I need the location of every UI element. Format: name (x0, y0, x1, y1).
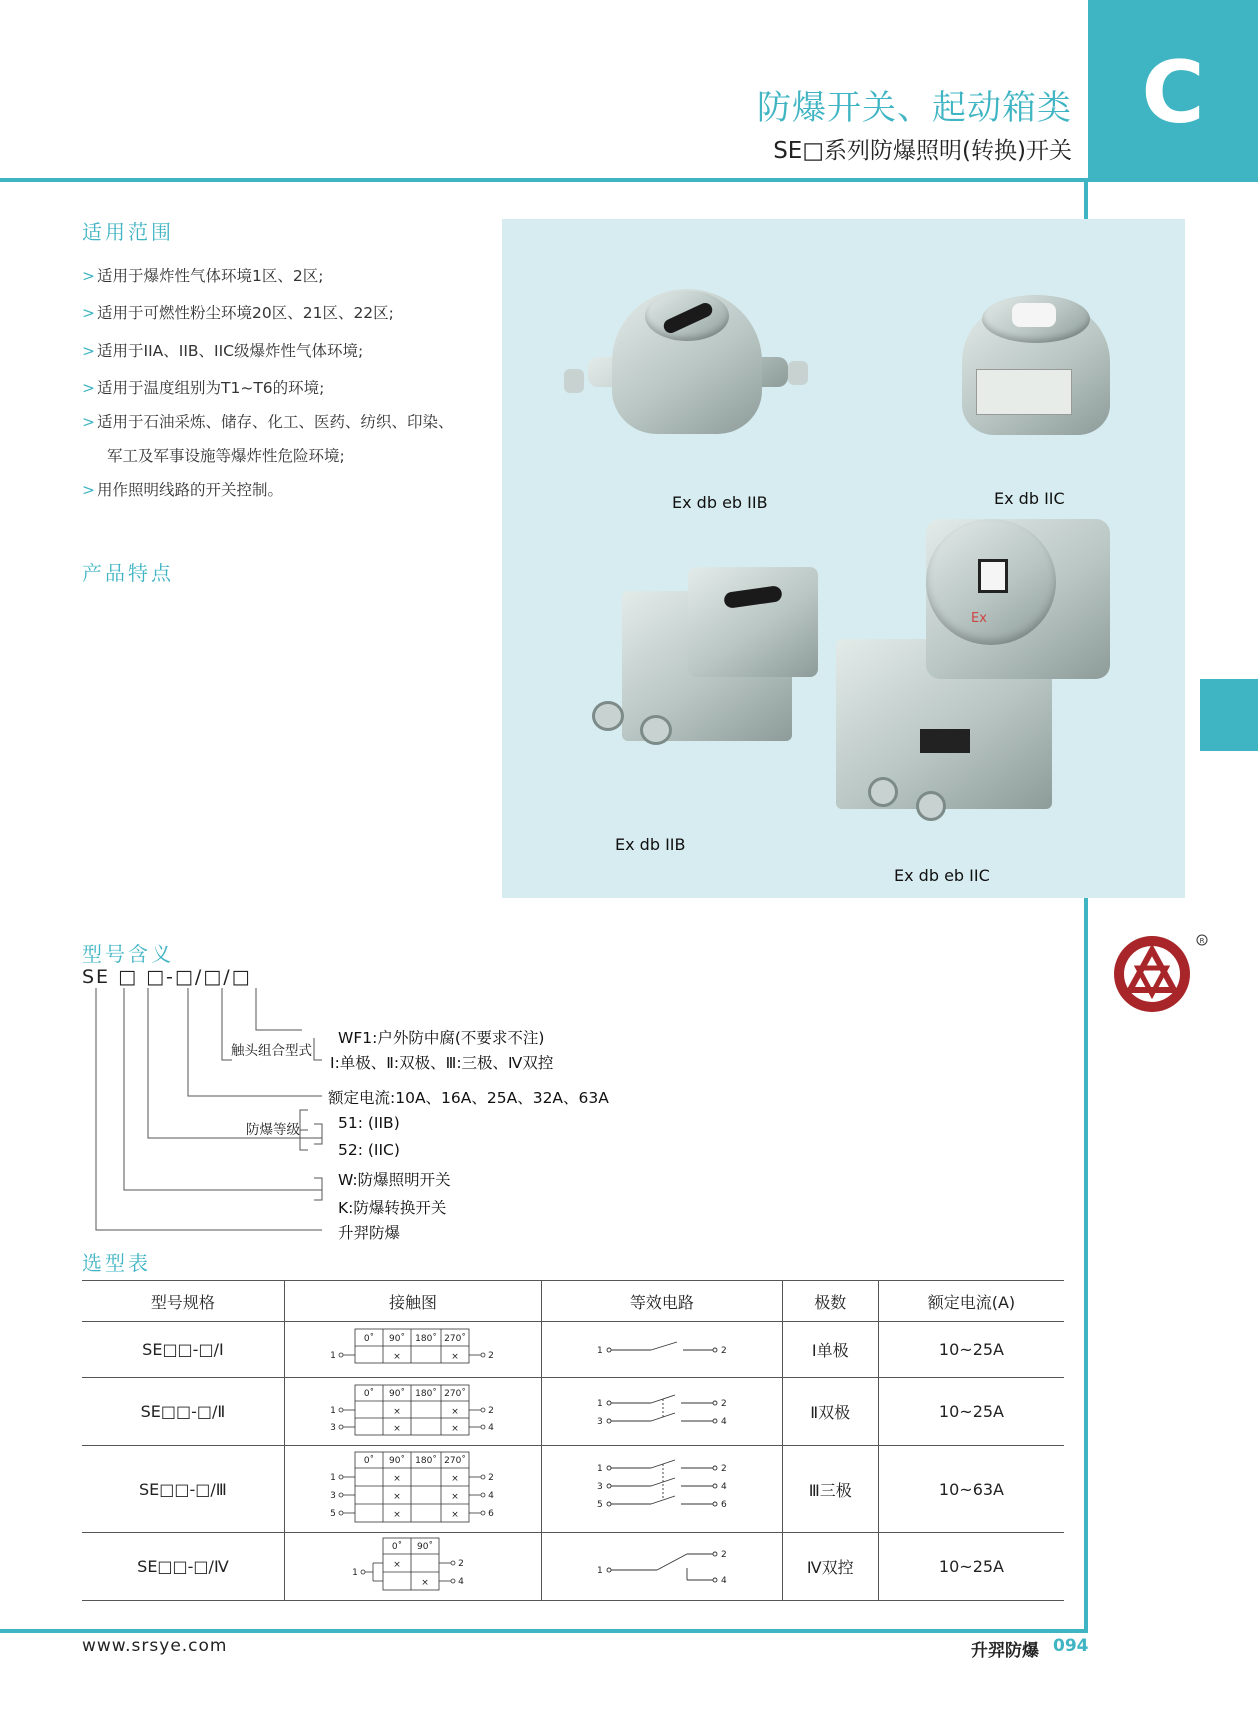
usage-title: 适用范围 (82, 220, 174, 244)
frame-top-line (0, 178, 1088, 182)
svg-text:3: 3 (596, 1482, 603, 1492)
usage-item: > 适用于温度组别为T1~T6的环境; (82, 379, 325, 397)
label-brand: 升羿防爆 (338, 1224, 401, 1242)
svg-text:×: × (393, 1510, 401, 1520)
svg-text:×: × (451, 1492, 459, 1502)
features-title: 产品特点 (82, 561, 174, 585)
svg-text:×: × (451, 1423, 459, 1434)
selection-table (82, 1280, 1064, 1601)
col-poles: 极数 (782, 1281, 878, 1322)
page-number: 094 (1053, 1636, 1089, 1656)
svg-text:1: 1 (596, 1345, 603, 1356)
svg-text:90˚: 90˚ (389, 1456, 406, 1466)
circuit-diagram-2 (587, 1385, 737, 1435)
svg-text:180˚: 180˚ (415, 1333, 437, 1344)
product-3-entry (640, 715, 672, 745)
row-current: 10~63A (878, 1446, 1064, 1533)
page-title: 防爆开关、起动箱类 (757, 88, 1072, 128)
svg-text:3: 3 (330, 1491, 336, 1501)
svg-text:5: 5 (596, 1500, 603, 1510)
page-subtitle: SE□系列防爆照明(转换)开关 (773, 138, 1072, 164)
svg-text:×: × (451, 1351, 459, 1362)
product-caption: Ex db eb IIB (672, 493, 768, 512)
product-4-entry (916, 791, 946, 821)
table-row (82, 1322, 1064, 1378)
product-caption: Ex db IIC (994, 489, 1065, 508)
svg-text:4: 4 (458, 1576, 464, 1587)
svg-text:4: 4 (488, 1422, 494, 1433)
row-contact-diagram (284, 1378, 541, 1446)
svg-text:2: 2 (720, 1398, 727, 1409)
svg-text:180˚: 180˚ (415, 1388, 437, 1399)
svg-text:4: 4 (720, 1575, 727, 1586)
row-model: SE□□-□/Ⅰ (82, 1322, 284, 1378)
product-2-knob (1012, 303, 1056, 327)
section-letter: C (1141, 43, 1205, 143)
svg-text:×: × (393, 1474, 401, 1484)
svg-text:5: 5 (330, 1509, 336, 1519)
footer-brand: 升羿防爆 (971, 1641, 1039, 1661)
row-contact-diagram (284, 1533, 541, 1601)
svg-text:90˚: 90˚ (417, 1541, 434, 1552)
row-contact-diagram (284, 1322, 541, 1378)
svg-text:6: 6 (720, 1500, 727, 1510)
col-circuit: 等效电路 (542, 1281, 782, 1322)
svg-text:×: × (393, 1423, 401, 1434)
svg-text:0˚: 0˚ (363, 1388, 375, 1399)
product-4-knob (978, 559, 1008, 593)
svg-text:90˚: 90˚ (389, 1333, 406, 1344)
label-rated-current: 额定电流:10A、16A、25A、32A、63A (328, 1089, 609, 1107)
col-current: 额定电流(A) (878, 1281, 1064, 1322)
svg-text:1: 1 (596, 1398, 603, 1409)
label-explosion-grade: 防爆等级 (246, 1122, 300, 1138)
row-poles: Ⅰ单极 (782, 1322, 878, 1378)
svg-text:3: 3 (596, 1416, 603, 1427)
row-current: 10~25A (878, 1533, 1064, 1601)
row-poles: Ⅱ双极 (782, 1378, 878, 1446)
contact-diagram-1 (323, 1323, 503, 1373)
model-code: SE □ □-□/□/□ (82, 966, 252, 988)
svg-text:270˚: 270˚ (444, 1388, 466, 1399)
svg-text:6: 6 (488, 1509, 494, 1519)
svg-text:×: × (421, 1577, 429, 1588)
row-circuit (542, 1378, 782, 1446)
contact-diagram-3 (323, 1448, 503, 1526)
svg-text:×: × (451, 1510, 459, 1520)
product-4-nameplate (920, 729, 970, 753)
product-1-entry-right (788, 361, 808, 385)
row-contact-diagram (284, 1446, 541, 1533)
label-contact-values: Ⅰ:单极、Ⅱ:双极、Ⅲ:三极、Ⅳ双控 (330, 1054, 554, 1072)
row-model: SE□□-□/Ⅳ (82, 1533, 284, 1601)
row-circuit (542, 1533, 782, 1601)
svg-text:1: 1 (330, 1350, 336, 1361)
label-contact-type: 触头组合型式 (231, 1043, 312, 1059)
table-row (82, 1533, 1064, 1601)
svg-text:0˚: 0˚ (363, 1456, 375, 1466)
circuit-diagram-3 (587, 1452, 737, 1522)
svg-text:2: 2 (720, 1345, 727, 1356)
selection-table-title: 选型表 (82, 1251, 151, 1275)
table-row (82, 1446, 1064, 1533)
svg-text:90˚: 90˚ (389, 1388, 406, 1399)
svg-text:2: 2 (488, 1473, 494, 1483)
product-photo-panel (502, 219, 1185, 898)
row-model: SE□□-□/Ⅲ (82, 1446, 284, 1533)
svg-text:270˚: 270˚ (444, 1333, 466, 1344)
svg-text:×: × (393, 1406, 401, 1417)
footer-url[interactable]: www.srsye.com (82, 1636, 228, 1656)
col-model: 型号规格 (82, 1281, 284, 1322)
label-w-type: W:防爆照明开关 (338, 1171, 451, 1189)
svg-text:1: 1 (330, 1473, 336, 1483)
svg-text:2: 2 (458, 1558, 464, 1569)
side-tab (1200, 679, 1258, 751)
svg-text:270˚: 270˚ (444, 1456, 466, 1466)
usage-item: > 适用于爆炸性气体环境1区、2区; (82, 267, 324, 285)
row-circuit (542, 1446, 782, 1533)
frame-bottom-line (0, 1629, 1088, 1633)
usage-item: > 适用于石油采炼、储存、化工、医药、纺织、印染、 (82, 413, 454, 431)
usage-item: > 适用于可燃性粉尘环境20区、21区、22区; (82, 304, 394, 322)
circuit-diagram-4 (587, 1540, 737, 1590)
svg-text:4: 4 (720, 1416, 727, 1427)
row-poles: Ⅲ三极 (782, 1446, 878, 1533)
usage-item-continued: 军工及军事设施等爆炸性危险环境; (107, 447, 345, 465)
model-meaning-title: 型号含义 (82, 942, 174, 966)
usage-item: > 适用于IIA、IIB、IIC级爆炸性气体环境; (82, 342, 364, 360)
svg-text:×: × (393, 1559, 401, 1570)
svg-text:×: × (451, 1406, 459, 1417)
svg-text:1: 1 (596, 1464, 603, 1474)
product-3-cover (688, 567, 818, 677)
svg-text:1: 1 (352, 1567, 358, 1578)
label-k-type: K:防爆转换开关 (338, 1199, 447, 1217)
row-model: SE□□-□/Ⅱ (82, 1378, 284, 1446)
table-row (82, 1378, 1064, 1446)
product-caption: Ex db eb IIC (894, 866, 990, 885)
label-wf1: WF1:户外防中腐(不要求不注) (338, 1029, 545, 1047)
product-4-entry (868, 777, 898, 807)
product-1-entry-left (564, 369, 584, 393)
svg-text:2: 2 (488, 1350, 494, 1361)
svg-text:×: × (393, 1492, 401, 1502)
svg-text:180˚: 180˚ (415, 1456, 437, 1466)
row-poles: Ⅳ双控 (782, 1533, 878, 1601)
product-3-entry (592, 701, 624, 731)
svg-text:3: 3 (330, 1422, 336, 1433)
svg-text:1: 1 (596, 1565, 603, 1576)
row-circuit (542, 1322, 782, 1378)
svg-text:4: 4 (720, 1482, 727, 1492)
contact-diagram-4 (323, 1534, 503, 1596)
table-header-row (82, 1281, 1064, 1322)
svg-text:2: 2 (488, 1405, 494, 1416)
svg-text:0˚: 0˚ (391, 1541, 403, 1552)
label-grade-52: 52: (IIC) (338, 1141, 400, 1159)
svg-text:1: 1 (330, 1405, 336, 1416)
product-4-ex-mark: Ex (971, 611, 987, 626)
col-contact-diagram: 接触图 (284, 1281, 541, 1322)
svg-text:0˚: 0˚ (363, 1333, 375, 1344)
circuit-diagram-1 (587, 1328, 737, 1368)
product-caption: Ex db IIB (615, 835, 686, 854)
svg-text:2: 2 (720, 1549, 727, 1560)
svg-text:4: 4 (488, 1491, 494, 1501)
svg-text:R: R (1199, 937, 1205, 945)
usage-item: > 用作照明线路的开关控制。 (82, 481, 284, 499)
svg-text:2: 2 (720, 1464, 727, 1474)
svg-text:×: × (393, 1351, 401, 1362)
brand-logo-icon (1112, 932, 1212, 1014)
row-current: 10~25A (878, 1378, 1064, 1446)
row-current: 10~25A (878, 1322, 1064, 1378)
product-2-nameplate (976, 369, 1072, 415)
svg-text:×: × (451, 1474, 459, 1484)
contact-diagram-2 (323, 1379, 503, 1441)
label-grade-51: 51: (IIB) (338, 1114, 400, 1132)
